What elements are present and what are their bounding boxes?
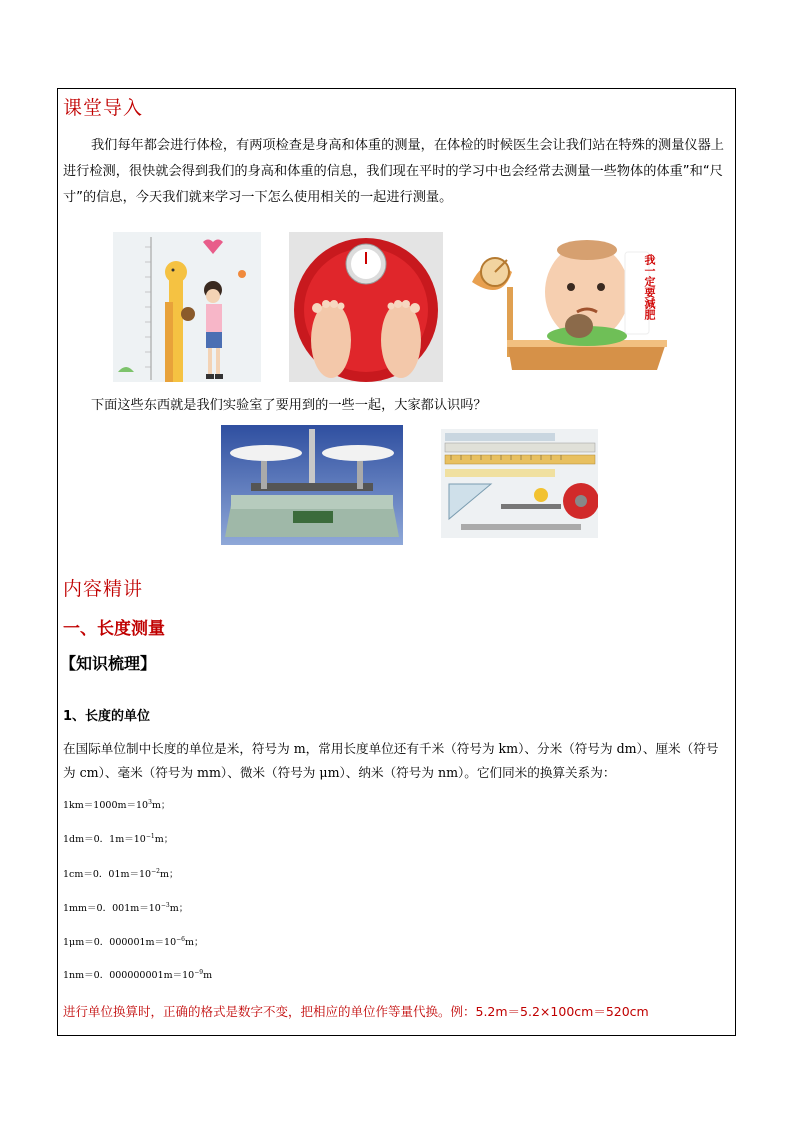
formula-km: $1km=1000m=10^3m$； bbox=[63, 798, 171, 811]
bathroom-scale-photo bbox=[289, 232, 443, 382]
conversion-note: 进行单位换算时，正确的格式是数字不变，把相应的单位作等量代换。例：5.2m＝5.2×100cm＝520cm bbox=[63, 1004, 649, 1019]
formula-cm: 1cm＝0．$01m=10^{-2}m$； bbox=[63, 867, 179, 880]
height-chart-photo bbox=[113, 232, 261, 382]
measuring-tools-photo bbox=[441, 429, 598, 538]
intro-paragraph-2: 下面这些东西就是我们实验室了要用到的一些一起，大家都认识吗？ bbox=[91, 398, 487, 413]
knowledge-title: 【知识梳理】 bbox=[60, 654, 157, 673]
content-frame bbox=[57, 88, 736, 1036]
intro-paragraph: 我们每年都会进行体检，有两项检查是身高和体重的测量，在体检的时候医生会让我们站在特殊的测量仪器上进行检测，很快就会得到我们的身高和体重的信息，我们现在平时的学习中也会经常去测量一些物体的体重”和“尺寸”的信息，今天我们就来学习一下怎么使用相关的一起进行测量。 bbox=[63, 138, 724, 205]
formula-nm: 1nm＝0．$000000001m=10^{-9}m$ bbox=[63, 968, 213, 981]
unit-title: 1、长度的单位 bbox=[63, 709, 151, 724]
unit-paragraph: 在国际单位制中长度的单位是米，符号为 m，常用长度单位还有千米（符号为 km）、分米（符号为 dm）、厘米（符号为 cm）、毫米（符号为 mm）、微米（符号为 μm）、纳米（符号为 nm）。它们同米的换算关系为： bbox=[63, 741, 719, 780]
intro-heading: 课堂导入 bbox=[63, 97, 144, 119]
content-heading: 内容精讲 bbox=[63, 578, 144, 600]
baby-diet-photo bbox=[467, 232, 677, 382]
section1-title: 一、长度测量 bbox=[63, 619, 165, 639]
balance-scale-photo bbox=[221, 425, 403, 545]
formula-mm: 1mm＝0．$001m=10^{-3}m$； bbox=[63, 901, 189, 914]
formula-dm: 1dm＝0．$1m=10^{-1}m$； bbox=[63, 832, 174, 845]
baby-sign-text: 我一定要減肥 bbox=[643, 254, 656, 320]
formula-um: 1μm＝0．$000001m=10^{-6}m$； bbox=[63, 935, 204, 948]
